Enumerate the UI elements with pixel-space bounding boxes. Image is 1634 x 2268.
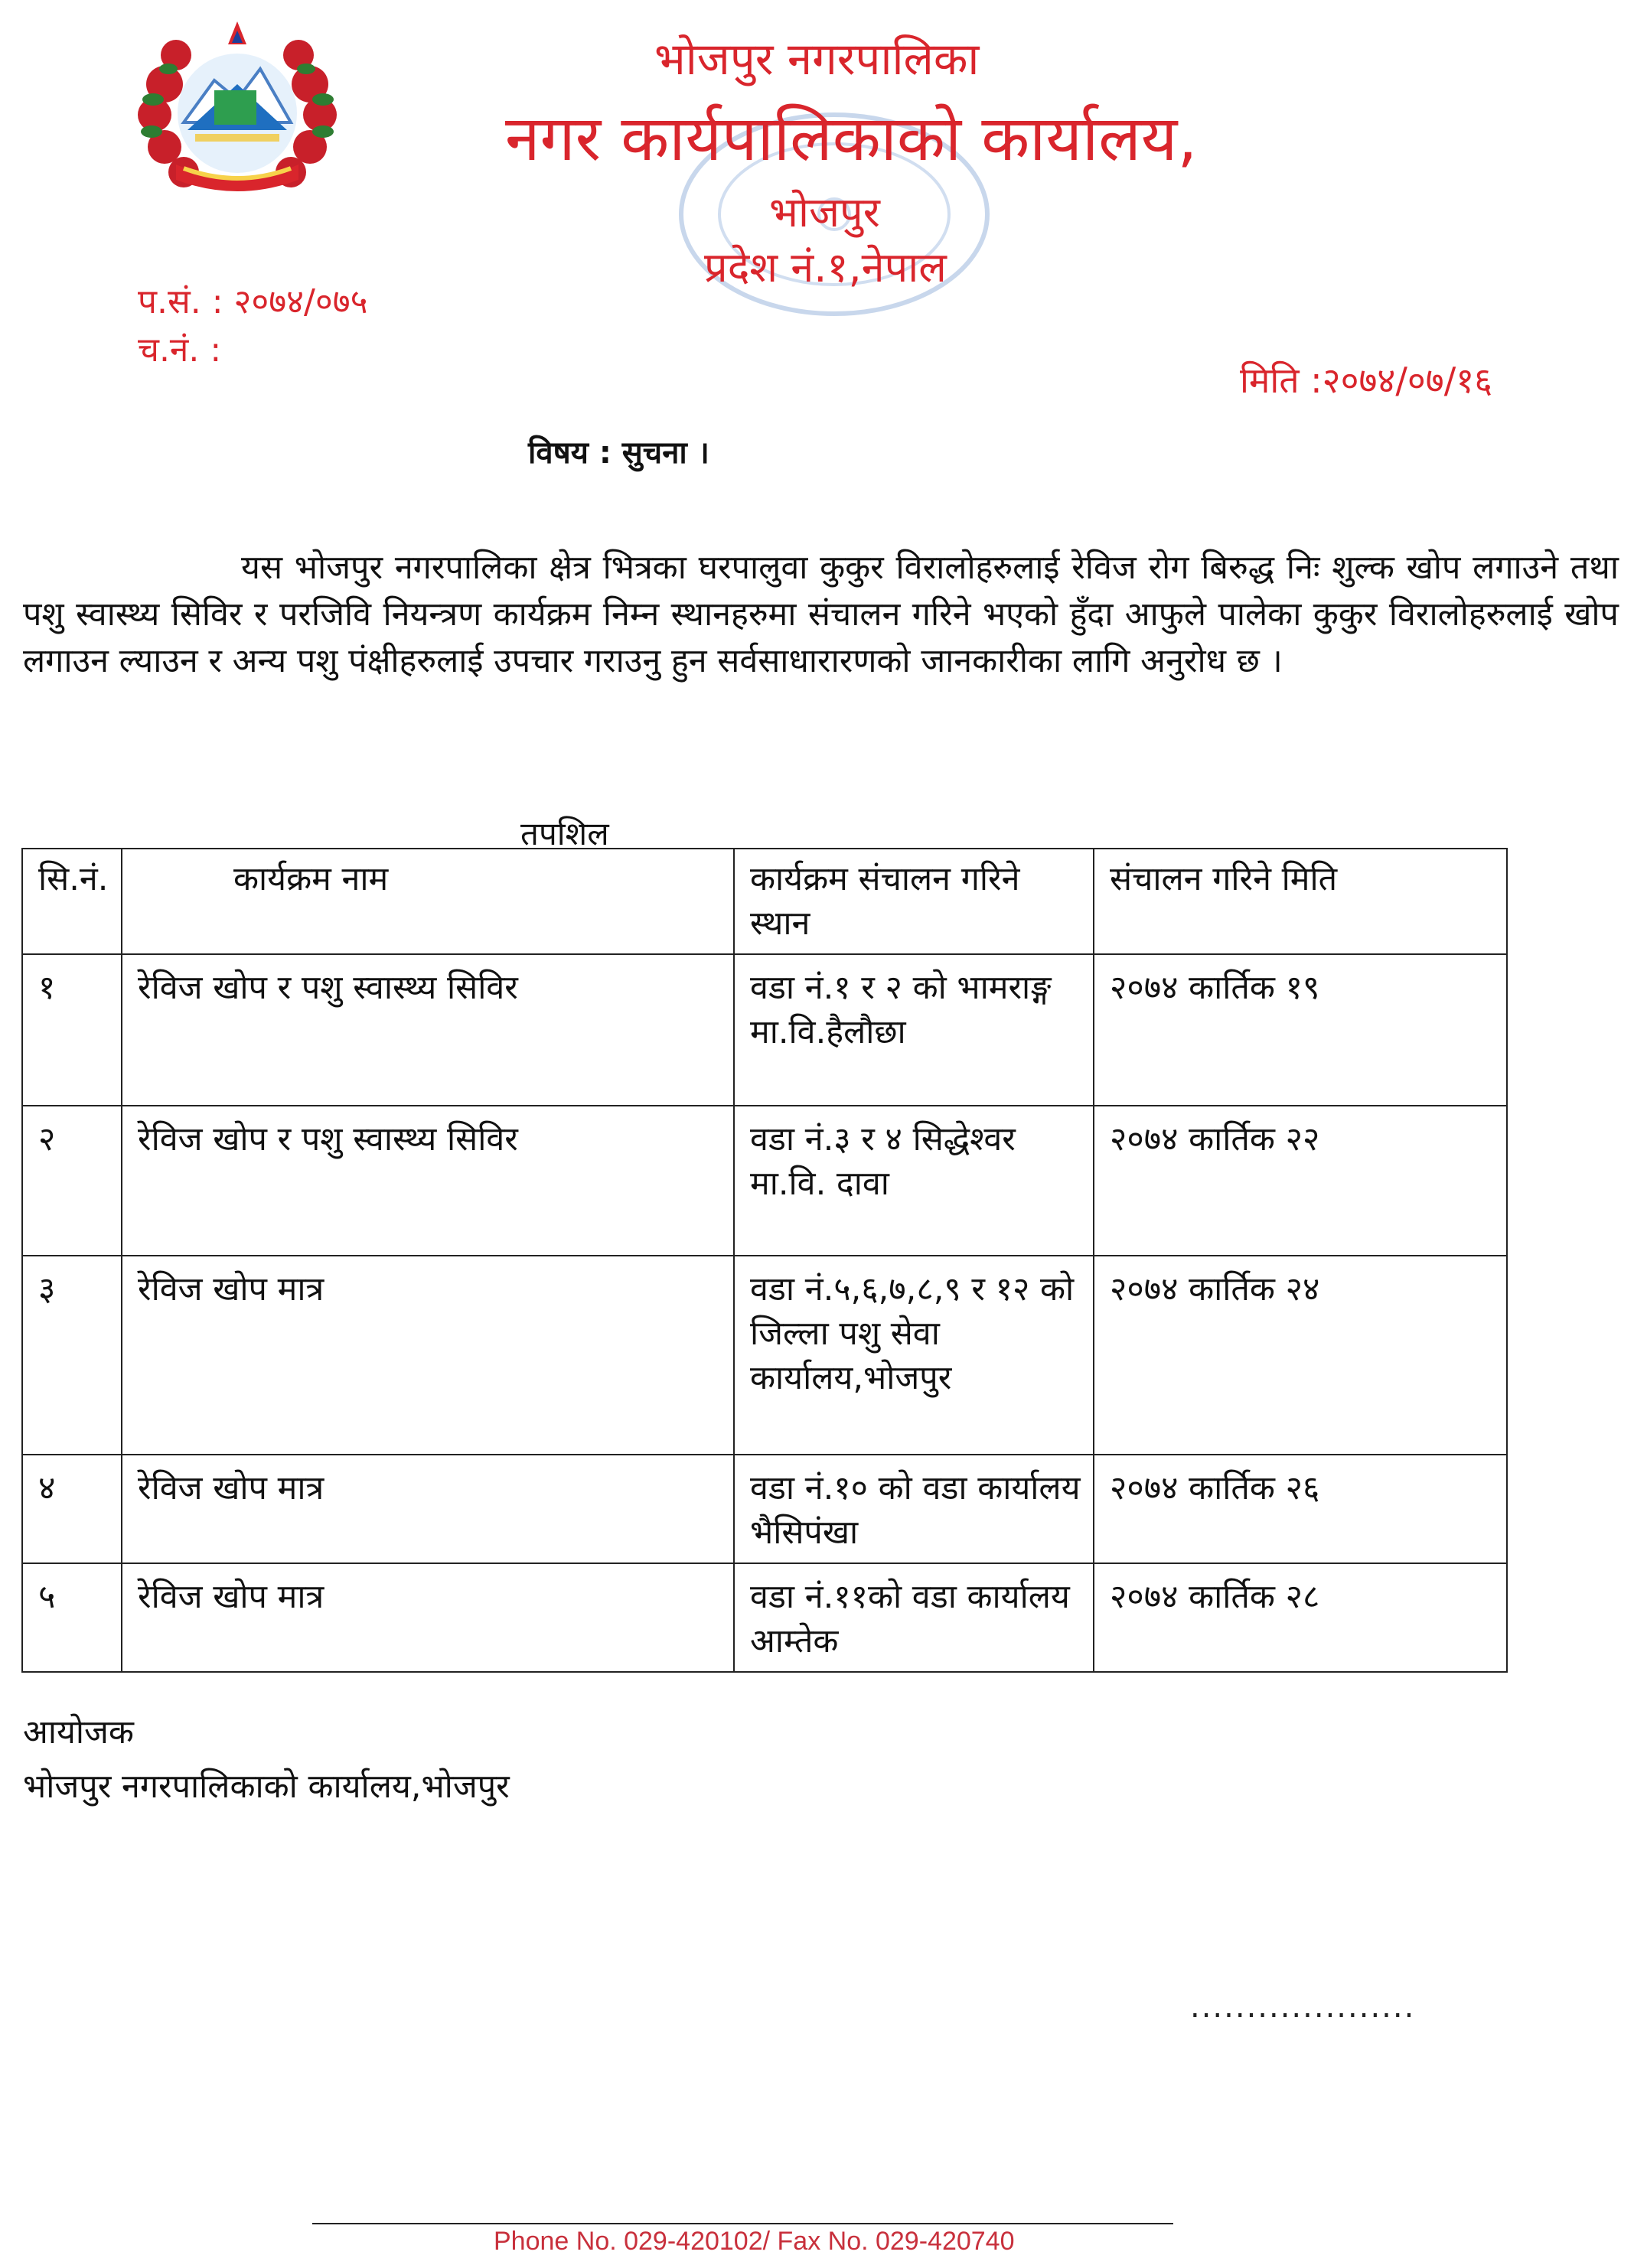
organizer-label: आयोजक <box>23 1713 134 1752</box>
organizer-name: भोजपुर नगरपालिकाको कार्यालय,भोजपुर <box>23 1768 510 1806</box>
letter-number: प.सं. : २०७४/०७५ <box>138 282 368 321</box>
column-header-program: कार्यक्रम नाम <box>122 849 734 954</box>
nepal-coat-of-arms-icon <box>122 8 352 214</box>
cell-program: रेविज खोप र पशु स्वास्थ्य सिविर <box>122 1106 734 1256</box>
cell-serial: ५ <box>22 1563 122 1672</box>
table-header-row <box>22 849 1507 954</box>
schedule-table <box>21 848 1508 1673</box>
municipality-name: भोजपुर नगरपालिका <box>654 33 980 85</box>
notice-body-text: यस भोजपुर नगरपालिका क्षेत्र भित्रका घरपालुवा कुकुर विरालोहरुलाई रेविज रोग बिरुद्ध निः शुल्क खोप लगाउने तथा पशु स्वास्थ्य सिविर र परजिवि नियन्त्रण कार्यक्रम निम्न स्थानहरुमा संचालन गरिने भएको हुँदा आफुले पालेका कुकुर विरालोहरुलाई खोप लगाउन ल्याउन र अन्य पशु पंक्षीहरुलाई उपचार गराउनु हुन सर्वसाधारारणको जानकारीका लागि अनुरोध छ । <box>23 549 1619 680</box>
footer-divider <box>312 2223 1173 2224</box>
subject-line: विषय : सुचना । <box>528 435 709 471</box>
cell-date: २०७४ कार्तिक १९ <box>1094 954 1507 1106</box>
column-header-serial: सि.नं. <box>22 849 122 954</box>
cell-location: वडा नं.१ र २ को भामराङ्ग मा.वि.हैलौछा <box>734 954 1094 1106</box>
cell-serial: २ <box>22 1106 122 1256</box>
column-header-location: कार्यक्रम संचालन गरिने स्थान <box>734 849 1094 954</box>
cell-serial: ३ <box>22 1256 122 1455</box>
cell-serial: १ <box>22 954 122 1106</box>
province-country: प्रदेश नं.१,नेपाल <box>704 243 947 292</box>
cell-date: २०७४ कार्तिक २२ <box>1094 1106 1507 1256</box>
cell-program: रेविज खोप मात्र <box>122 1563 734 1672</box>
footer-contact: Phone No. 029-420102/ Fax No. 029-420740 <box>494 2227 1015 2256</box>
cell-program: रेविज खोप र पशु स्वास्थ्य सिविर <box>122 954 734 1106</box>
cell-location: वडा नं.५,६,७,८,९ र १२ को जिल्ला पशु सेवा कार्यालय,भोजपुर <box>734 1256 1094 1455</box>
cell-program: रेविज खोप मात्र <box>122 1256 734 1455</box>
table-caption: तपशिल <box>520 815 609 852</box>
cell-program: रेविज खोप मात्र <box>122 1455 734 1563</box>
table-row <box>22 1563 1507 1672</box>
table-row <box>22 1256 1507 1455</box>
cell-date: २०७४ कार्तिक २८ <box>1094 1563 1507 1672</box>
cell-location: वडा नं.११को वडा कार्यालय आम्तेक <box>734 1563 1094 1672</box>
office-location: भोजपुर <box>769 188 880 236</box>
dispatch-number: च.नं. : <box>138 331 222 370</box>
table-row <box>22 1106 1507 1256</box>
cell-date: २०७४ कार्तिक २४ <box>1094 1256 1507 1455</box>
notice-body <box>23 545 1619 685</box>
cell-date: २०७४ कार्तिक २६ <box>1094 1455 1507 1563</box>
office-title: नगर कार्यपालिकाको कार्यालय, <box>505 103 1198 175</box>
cell-location: वडा नं.३ र ४ सिद्धेश्वर मा.वि. दावा <box>734 1106 1094 1256</box>
table-row <box>22 954 1507 1106</box>
cell-location: वडा नं.१० को वडा कार्यालय भैसिपंखा <box>734 1455 1094 1563</box>
signature-line: .................... <box>1190 1989 1416 2025</box>
letter-date: मिति :२०७४/०७/१६ <box>1240 360 1493 401</box>
cell-serial: ४ <box>22 1455 122 1563</box>
column-header-date: संचालन गरिने मिति <box>1094 849 1507 954</box>
table-row <box>22 1455 1507 1563</box>
